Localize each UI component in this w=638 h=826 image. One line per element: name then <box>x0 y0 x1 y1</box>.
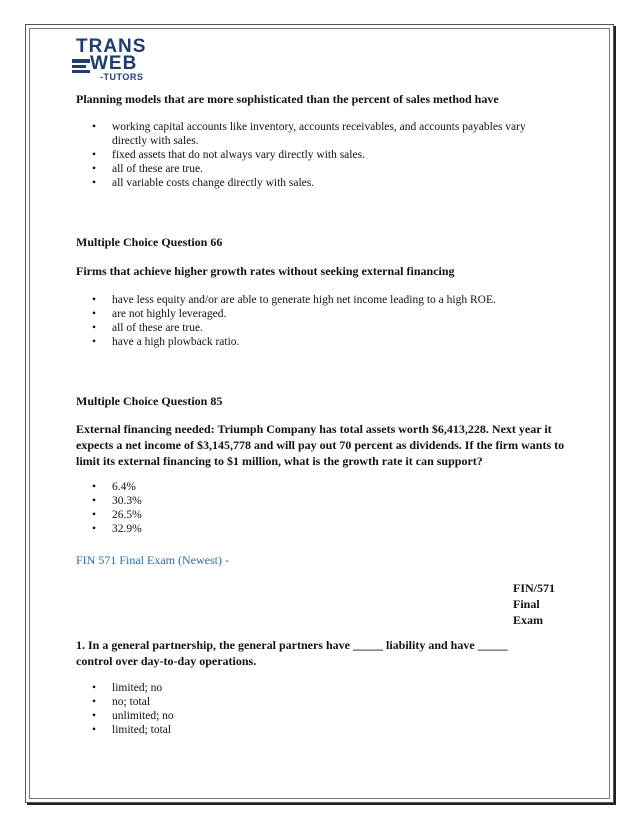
partnership-question-options <box>76 681 546 737</box>
option-item: • have a high plowback ratio. <box>76 335 546 349</box>
option-item: • no; total <box>76 695 546 709</box>
question-66-options <box>76 293 546 349</box>
option-item: • all of these are true. <box>76 162 546 176</box>
option-item: • limited; total <box>76 723 546 737</box>
option-item: • all variable costs change directly with sales. <box>76 176 546 190</box>
partnership-question-text: 1. In a general partnership, the general partners have _____ liability and have _____ control over day-to-day operations. <box>76 638 508 668</box>
option-item: • all of these are true. <box>76 321 546 335</box>
question-1-text: Planning models that are more sophisticated than the percent of sales method have <box>76 92 499 106</box>
logo-text-web: WEB <box>90 53 138 74</box>
option-item: • 26.5% <box>76 508 546 522</box>
transweb-logo <box>64 36 156 84</box>
option-item: • 6.4% <box>76 480 546 494</box>
fin-label-line: FIN/571 <box>513 581 555 595</box>
option-item: • are not highly leveraged. <box>76 307 546 321</box>
logo-text-tutors: -TUTORS <box>100 72 144 82</box>
question-66-heading: Multiple Choice Question 66 <box>76 235 223 249</box>
fin-label-line: Exam <box>513 613 543 627</box>
option-item: • have less equity and/or are able to generate high net income leading to a high ROE. <box>76 293 546 307</box>
question-66-text: Firms that achieve higher growth rates without seeking external financing <box>76 264 455 278</box>
option-item: • fixed assets that do not always vary directly with sales. <box>76 148 546 162</box>
fin-label-line: Final <box>513 597 540 611</box>
option-item: • working capital accounts like inventory, accounts receivables, and accounts payables vary directly with sales. <box>76 120 546 148</box>
question-1-options <box>76 120 546 190</box>
option-item: • limited; no <box>76 681 546 695</box>
option-item: • 30.3% <box>76 494 546 508</box>
fin-571-label <box>513 580 573 628</box>
question-85-heading: Multiple Choice Question 85 <box>76 394 223 408</box>
question-85-text: External financing needed: Triumph Company has total assets worth $6,413,228. Next year it expects a net income of $3,145,778 and will pay out 70 percent as dividends. If the firm wants to limit its external financing to $1 million, what is the growth rate it can support? <box>76 422 565 468</box>
fin-571-final-exam-link[interactable]: FIN 571 Final Exam (Newest) - <box>76 553 229 567</box>
question-85-options <box>76 480 546 536</box>
option-item: • unlimited; no <box>76 709 546 723</box>
logo-text-trans: TRANS <box>76 36 147 57</box>
option-item: • 32.9% <box>76 522 546 536</box>
